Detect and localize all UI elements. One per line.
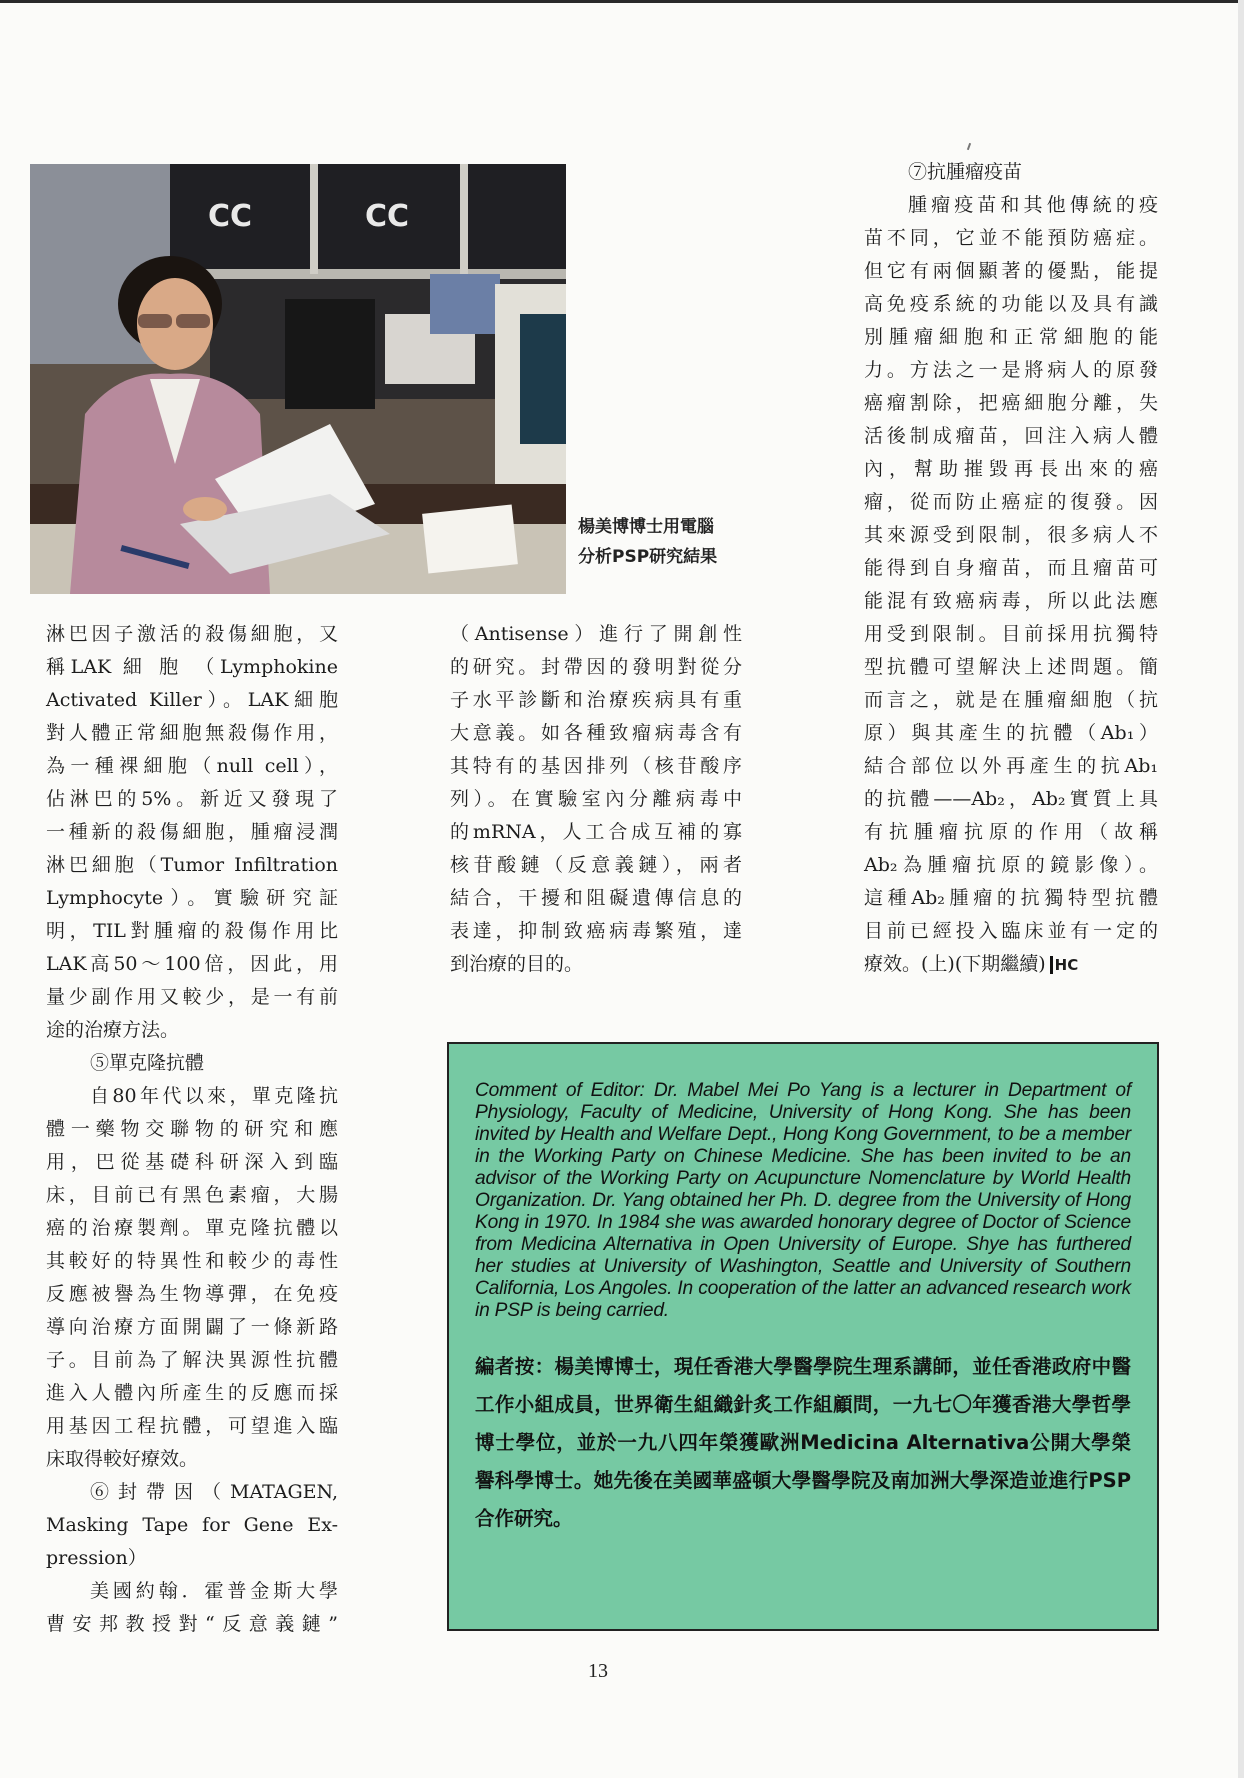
text-line: 自80年代以來，單克隆抗 xyxy=(90,1085,338,1107)
text-line: 到治療的目的。 xyxy=(450,953,584,975)
text-line: Activated Killer）。LAK細胞 xyxy=(46,689,338,711)
final-line-text: 療效。(上)(下期繼續) xyxy=(864,953,1046,975)
photo-caption xyxy=(578,512,758,572)
text-line: 腫瘤疫苗和其他傳統的疫 xyxy=(908,194,1158,216)
text-line: 量少副作用又較少，是一有前 xyxy=(46,986,338,1008)
text-line: 用受到限制。目前採用抗獨特 xyxy=(864,623,1158,645)
text-line: 內，幫助摧毀再長出來的癌 xyxy=(864,458,1158,480)
caption-line-2: 分析PSP研究結果 xyxy=(578,547,718,567)
text-line: 進入人體內所產生的反應而採 xyxy=(46,1382,338,1404)
text-line: 高免疫系統的功能以及具有識 xyxy=(864,293,1158,315)
text-line: 淋巴因子激活的殺傷細胞，又 xyxy=(46,623,338,645)
text-line: Lymphocyte）。實驗研究証 xyxy=(46,887,338,909)
text-line: 美國約翰．霍普金斯大學 xyxy=(90,1580,338,1602)
text-line: 型抗體可望解決上述問題。簡 xyxy=(864,656,1158,678)
text-line: 途的治療方法。 xyxy=(46,1019,180,1041)
top-rule xyxy=(0,0,1244,3)
middle-column xyxy=(450,618,742,981)
text-line: 床，目前已有黑色素瘤，大腸 xyxy=(46,1184,338,1206)
text-line: 的研究。封帶因的發明對從分 xyxy=(450,656,742,678)
editor-comment-chinese: 編者按：楊美博博士，現任香港大學醫學院生理系講師，並任香港政府中醫工作小組成員，世界衛生組織針炙工作組顧問，一九七〇年獲香港大學哲學博士學位，並於一九八四年榮獲歐洲Medicina Alternativa公開大學榮譽科學博士。她先後在美國華盛頓大學醫學院及南加洲大學深造並進行PSP合作研究。 xyxy=(475,1355,1131,1530)
text-line: 床取得較好療效。 xyxy=(46,1448,199,1470)
page-edge xyxy=(1238,0,1244,1778)
text-line: 子。目前為了解決異源性抗體 xyxy=(46,1349,338,1371)
text-line: 目前已經投入臨床並有一定的 xyxy=(864,920,1158,942)
text-line: 核苷酸鏈（反意義鏈），兩者 xyxy=(450,854,742,876)
text-line: 其較好的特異性和較少的毒性 xyxy=(46,1250,338,1272)
text-line: 癌的治療製劑。單克隆抗體以 xyxy=(46,1217,338,1239)
right-column xyxy=(864,156,1158,981)
text-line: 反應被譽為生物導彈，在免疫 xyxy=(46,1283,338,1305)
text-line: 用，巴從基礎科研深入到臨 xyxy=(46,1151,338,1173)
text-line: 體一藥物交聯物的研究和應 xyxy=(46,1118,338,1140)
text-line: 的抗體——Ab₂，Ab₂實質上具 xyxy=(864,788,1158,810)
text-line: 導向治療方面開闢了一條新路 xyxy=(46,1316,338,1338)
text-line: 結合部位以外再產生的抗Ab₁ xyxy=(864,755,1158,777)
text-line: 苗不同，它並不能預防癌症。 xyxy=(864,227,1158,249)
text-line: 這種Ab₂腫瘤的抗獨特型抗體 xyxy=(864,887,1158,909)
text-line: 佔淋巴的5%。新近又發現了 xyxy=(46,788,338,810)
section-heading-6: pression） xyxy=(46,1547,147,1569)
left-column xyxy=(46,618,338,1641)
text-line: 能混有致癌病毒，所以此法應 xyxy=(864,590,1158,612)
photo-illustration xyxy=(30,164,566,594)
text-line: 一種新的殺傷細胞，腫瘤浸潤 xyxy=(46,821,338,843)
text-line: 淋巴細胞（Tumor Infiltration xyxy=(46,854,338,876)
text-line: 有抗腫瘤抗原的作用（故稱 xyxy=(864,821,1158,843)
section-heading-6: ⑥封帶因（MATAGEN, xyxy=(90,1481,338,1503)
text-line: 的mRNA，人工合成互補的寡 xyxy=(450,821,742,843)
section-heading-5: ⑤單克隆抗體 xyxy=(90,1052,205,1074)
section-heading-7: ⑦抗腫瘤疫苗 xyxy=(908,161,1023,183)
text-line: 活後制成瘤苗，回注入病人體 xyxy=(864,425,1158,447)
shelf-sign-1: CC xyxy=(208,199,253,234)
text-line: 瘤，從而防止癌症的復發。因 xyxy=(864,491,1158,513)
text-line: 列）。在實驗室內分離病毒中 xyxy=(450,788,742,810)
text-line: 其特有的基因排列（核苷酸序 xyxy=(450,755,742,777)
print-speck xyxy=(967,143,971,150)
text-line: 用基因工程抗體，可望進入臨 xyxy=(46,1415,338,1437)
text-line: 明，TIL對腫瘤的殺傷作用比 xyxy=(46,920,338,942)
page-number: 13 xyxy=(588,1660,608,1682)
text-line: LAK高50～100倍，因此，用 xyxy=(46,953,338,975)
text-line: 而言之，就是在腫瘤細胞（抗 xyxy=(864,689,1158,711)
shelf-sign-2: CC xyxy=(365,199,410,234)
editor-comment-box xyxy=(447,1042,1159,1631)
text-line: Ab₂為腫瘤抗原的鏡影像）。 xyxy=(864,854,1158,876)
end-mark-hc-icon: HC xyxy=(1050,956,1079,974)
text-line: 曹安邦教授對“反意義鏈” xyxy=(46,1613,338,1635)
text-line-final xyxy=(864,948,1158,981)
text-line: 大意義。如各種致瘤病毒含有 xyxy=(450,722,742,744)
text-line: 子水平診斷和治療疾病具有重 xyxy=(450,689,742,711)
text-line: 但它有兩個顯著的優點，能提 xyxy=(864,260,1158,282)
text-line: 表達，抑制致癌病毒繁殖，達 xyxy=(450,920,742,942)
text-line: 稱LAK 細 胞 （Lymphokine xyxy=(46,656,338,678)
section-heading-6: Masking Tape for Gene Ex- xyxy=(46,1514,338,1536)
text-line: 結合，干擾和阻礙遺傳信息的 xyxy=(450,887,742,909)
photo-of-researcher-at-computer-icon xyxy=(30,164,566,594)
text-line: 為一種裸細胞（null cell）， xyxy=(46,755,338,777)
text-line: 原）與其產生的抗體（Ab₁） xyxy=(864,722,1158,744)
text-line: 癌瘤割除，把癌細胞分離，失 xyxy=(864,392,1158,414)
text-line: （Antisense）進行了開創性 xyxy=(450,623,742,645)
text-line: 別腫瘤細胞和正常細胞的能 xyxy=(864,326,1158,348)
caption-line-1: 楊美博博士用電腦 xyxy=(578,517,714,537)
text-line: 其來源受到限制，很多病人不 xyxy=(864,524,1158,546)
editor-comment-english: Comment of Editor: Dr. Mabel Mei Po Yang is a lecturer in Department of Physiology, Faculty of Medicine, University of Hong Kong. She has been invited by Health and Welfare Dept., Hong Kong Government, to be a member in the Working Party on Chinese Medicine. She has been invited to be an advisor of the Working Party on Acupuncture Nomenclature by World Health Organization. Dr. Yang obtained her Ph. D. degree from the University of Hong Kong in 1970. In 1984 she was awarded honorary degree of Doctor of Science from Medicina Alternativa in Open University of Europe. Shye has furthered her studies at University of Washington, Seattle and University of Southern California, Los Angoles. In cooperation of the latter an advanced research work in PSP is being carried. xyxy=(475,1080,1131,1321)
text-line: 力。方法之一是將病人的原發 xyxy=(864,359,1158,381)
text-line: 對人體正常細胞無殺傷作用， xyxy=(46,722,338,744)
text-line: 能得到自身瘤苗，而且瘤苗可 xyxy=(864,557,1158,579)
